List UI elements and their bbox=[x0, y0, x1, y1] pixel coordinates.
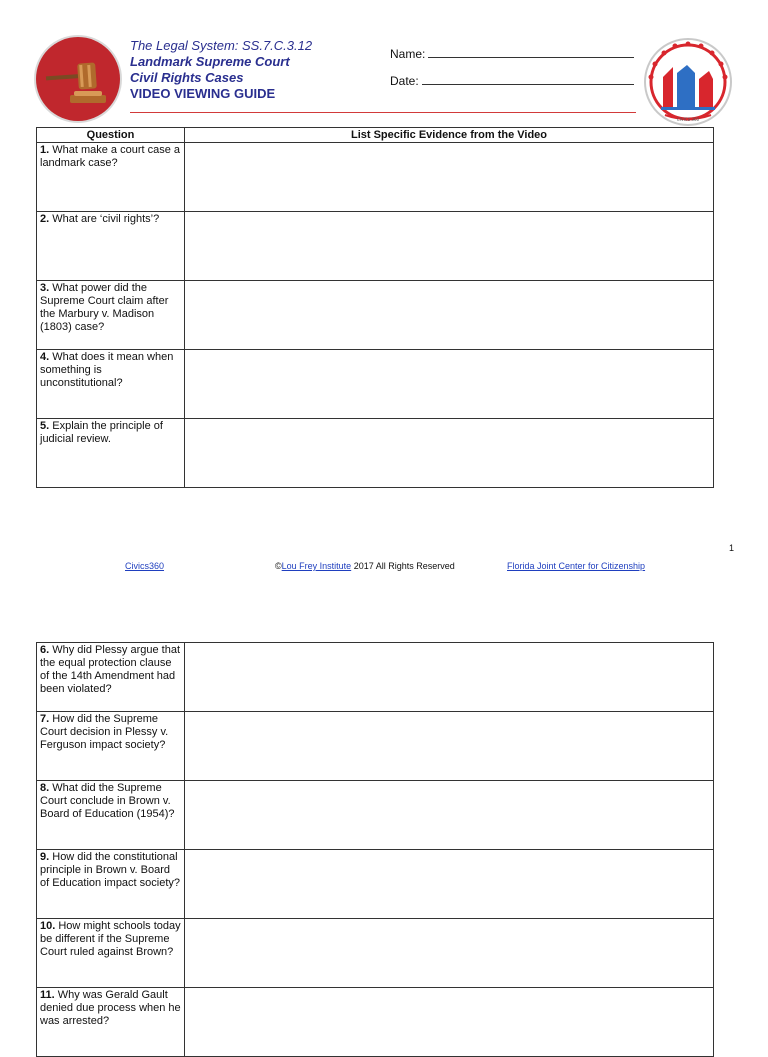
question-number: 10. bbox=[40, 920, 56, 932]
question-number: 2. bbox=[40, 213, 50, 225]
title-line-3: Civil Rights Cases bbox=[130, 70, 244, 85]
table-row bbox=[37, 850, 714, 919]
evidence-answer-cell[interactable] bbox=[185, 919, 714, 988]
question-text: How did the constitutional principle in Brown v. Board of Education impact society? bbox=[40, 851, 181, 889]
column-header-question: Question bbox=[37, 128, 185, 143]
title-line-4: VIDEO VIEWING GUIDE bbox=[130, 86, 276, 101]
document-title bbox=[130, 38, 312, 102]
question-text: Explain the principle of judicial review. bbox=[40, 420, 163, 445]
date-field[interactable] bbox=[390, 74, 634, 88]
table-row bbox=[37, 143, 714, 212]
civics360-logo-icon bbox=[643, 37, 733, 127]
evidence-answer-cell[interactable] bbox=[185, 712, 714, 781]
civics360-badge bbox=[643, 37, 733, 127]
evidence-answer-cell[interactable] bbox=[185, 350, 714, 419]
florida-joint-center-link[interactable]: Florida Joint Center for Citizenship bbox=[507, 561, 646, 571]
evidence-answer-cell[interactable] bbox=[185, 781, 714, 850]
question-cell bbox=[37, 781, 185, 850]
question-text: What make a court case a landmark case? bbox=[40, 144, 181, 169]
column-header-evidence: List Specific Evidence from the Video bbox=[185, 128, 714, 143]
question-number: 9. bbox=[40, 851, 50, 863]
question-text: What power did the Supreme Court claim after the Marbury v. Madison (1803) case? bbox=[40, 282, 169, 333]
title-line-1: The Legal System: SS.7.C.3.12 bbox=[130, 38, 313, 53]
name-line[interactable] bbox=[428, 47, 634, 58]
page-number: 1 bbox=[729, 543, 735, 553]
copyright-symbol: © bbox=[275, 561, 282, 571]
evidence-answer-cell[interactable] bbox=[185, 643, 714, 712]
question-text: How did the Supreme Court decision in Plessy v. Ferguson impact society? bbox=[40, 713, 169, 751]
table-row bbox=[37, 988, 714, 1057]
question-number: 1. bbox=[40, 144, 50, 156]
table-row bbox=[37, 712, 714, 781]
question-number: 7. bbox=[40, 713, 50, 725]
table-row bbox=[37, 350, 714, 419]
civics360-link[interactable]: Civics360 bbox=[125, 561, 165, 571]
gavel-logo bbox=[36, 37, 120, 121]
question-text: What are ‘civil rights’? bbox=[49, 213, 160, 225]
question-text: What did the Supreme Court conclude in Brown v. Board of Education (1954)? bbox=[40, 782, 175, 820]
name-field[interactable] bbox=[390, 47, 634, 61]
question-text: How might schools today be different if the Supreme Court ruled against Brown? bbox=[40, 920, 181, 958]
table-row bbox=[37, 281, 714, 350]
question-number: 4. bbox=[40, 351, 50, 363]
question-cell bbox=[37, 143, 185, 212]
evidence-answer-cell[interactable] bbox=[185, 212, 714, 281]
footer-link-civics360[interactable] bbox=[125, 561, 164, 571]
question-number: 11. bbox=[40, 989, 55, 1001]
question-number: 3. bbox=[40, 282, 50, 294]
table-row bbox=[37, 212, 714, 281]
table-row bbox=[37, 919, 714, 988]
question-cell bbox=[37, 212, 185, 281]
question-cell bbox=[37, 850, 185, 919]
evidence-answer-cell[interactable] bbox=[185, 419, 714, 488]
question-cell bbox=[37, 919, 185, 988]
header-divider bbox=[130, 112, 636, 113]
date-label: Date: bbox=[390, 74, 419, 88]
question-text: What does it mean when something is unconstitutional? bbox=[40, 351, 174, 389]
evidence-answer-cell[interactable] bbox=[185, 143, 714, 212]
title-line-2: Landmark Supreme Court bbox=[130, 54, 290, 69]
question-cell bbox=[37, 419, 185, 488]
lou-frey-institute-link[interactable]: Lou Frey Institute bbox=[281, 561, 352, 571]
table-header-row bbox=[37, 128, 714, 143]
evidence-answer-cell[interactable] bbox=[185, 850, 714, 919]
evidence-table-page-1 bbox=[36, 127, 714, 488]
gavel-icon bbox=[36, 37, 120, 121]
evidence-table-page-2 bbox=[36, 642, 714, 1057]
name-label: Name: bbox=[390, 47, 426, 61]
question-cell bbox=[37, 712, 185, 781]
question-number: 5. bbox=[40, 420, 50, 432]
question-text: Why did Plessy argue that the equal protection clause of the 14th Amendment had been violated? bbox=[40, 644, 181, 695]
question-text: Why was Gerald Gault denied due process when he was arrested? bbox=[40, 989, 181, 1027]
date-line[interactable] bbox=[422, 74, 634, 85]
question-cell bbox=[37, 988, 185, 1057]
copyright-text: 2017 All Rights Reserved bbox=[351, 561, 455, 571]
footer-link-fjcc[interactable] bbox=[507, 561, 645, 571]
table-row bbox=[37, 781, 714, 850]
question-cell bbox=[37, 281, 185, 350]
question-cell bbox=[37, 643, 185, 712]
evidence-answer-cell[interactable] bbox=[185, 988, 714, 1057]
table-row bbox=[37, 419, 714, 488]
evidence-answer-cell[interactable] bbox=[185, 281, 714, 350]
badge-text: CIVICS 360 bbox=[676, 117, 700, 122]
question-number: 6. bbox=[40, 644, 50, 656]
table-row bbox=[37, 643, 714, 712]
question-cell bbox=[37, 350, 185, 419]
question-number: 8. bbox=[40, 782, 50, 794]
footer-copyright bbox=[275, 561, 455, 571]
